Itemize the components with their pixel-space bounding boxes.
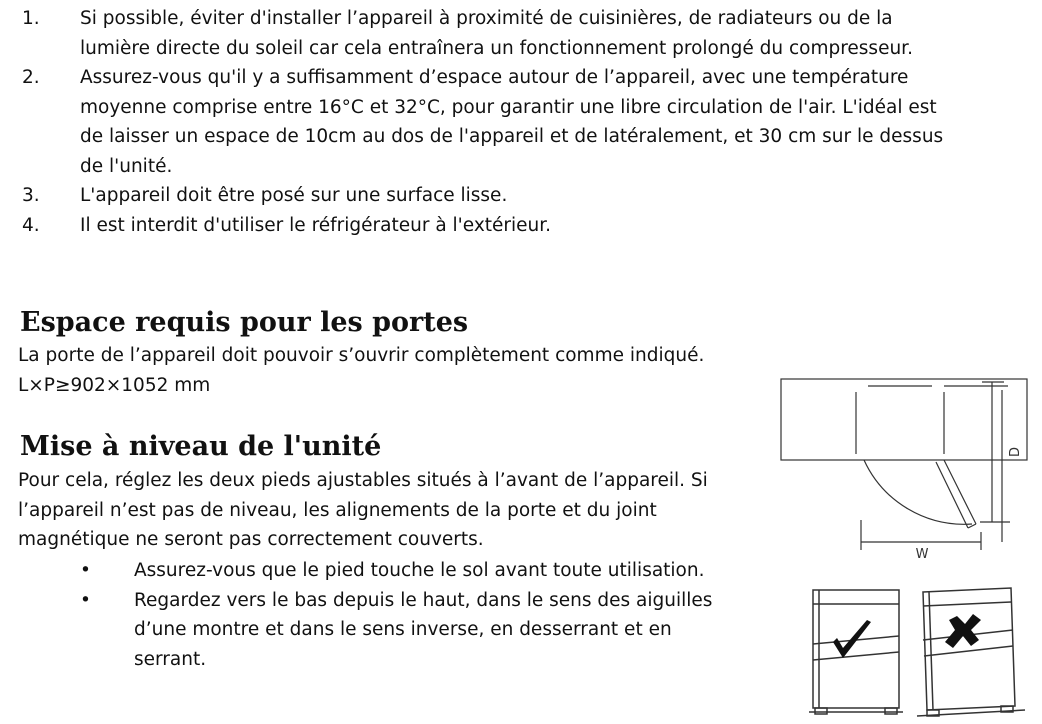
list-item — [0, 211, 960, 241]
bullet-icon: • — [80, 560, 91, 581]
leveling-text: Pour cela, réglez les deux pieds ajustables situés à l’avant de l’appareil. Si l’appareil n’est pas de niveau, les alignements de la porte et du joint magnétique ne seront pas correctement couverts. — [18, 470, 708, 550]
depth-label: D — [1008, 446, 1023, 458]
list-number: 3. — [22, 185, 40, 206]
list-number: 2. — [22, 67, 40, 88]
door-clearance-diagram — [770, 372, 1035, 572]
list-number: 1. — [22, 8, 40, 29]
bullet-icon: • — [80, 589, 91, 611]
list-text: Assurez-vous qu'il y a suffisamment d’espace autour de l’appareil, avec une température moyenne comprise entre 16°C et 32°C, pour garantir une libre circulation de l'air. L'idéal est de laisser un espace de 10cm au dos de l'appareil et de latéralement, et 30 cm sur le dessus de l'unité. — [80, 67, 944, 177]
installation-list — [0, 4, 960, 240]
leveling-bullets — [0, 556, 740, 674]
list-number: 4. — [22, 214, 40, 236]
leveling-heading: Mise à niveau de l'unité — [20, 431, 382, 462]
bullet-text: Assurez-vous que le pied touche le sol avant toute utilisation. — [134, 560, 705, 581]
list-text: L'appareil doit être posé sur une surface lisse. — [80, 185, 508, 206]
leveling-diagram — [805, 586, 1035, 722]
list-item — [0, 4, 960, 63]
list-text: Si possible, éviter d'installer l’appareil à proximité de cuisinières, de radiateurs ou de la lumière directe du soleil car cela entraînera un fonctionnement prolongé du compresseur. — [80, 8, 913, 59]
cross-mark-icon — [945, 614, 981, 648]
width-label: W — [915, 547, 929, 562]
list-text: Il est interdit d'utiliser le réfrigérateur à l'extérieur. — [80, 214, 552, 236]
door-space-heading: Espace requis pour les portes — [20, 307, 469, 338]
bullet-text: Regardez vers le bas depuis le haut, dans le sens des aiguilles d’une montre et dans le sens inverse, en desserrant et en serrant. — [134, 589, 713, 670]
list-item — [0, 63, 960, 181]
level-ok-illustration — [809, 590, 903, 714]
door-space-text: La porte de l’appareil doit pouvoir s’ouvrir complètement comme indiqué. — [18, 345, 705, 366]
list-item — [0, 586, 740, 675]
level-bad-illustration — [917, 588, 1025, 716]
list-item — [0, 181, 960, 211]
list-item — [0, 556, 740, 586]
door-space-dimensions: L×P≥902×1052 mm — [18, 375, 211, 396]
